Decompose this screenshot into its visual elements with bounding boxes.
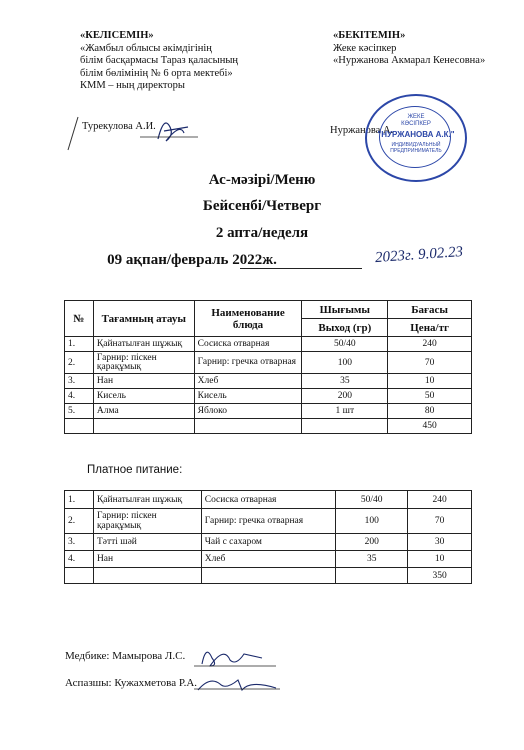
row-number: 1. [65,337,94,352]
handwritten-date: 2023г. 9.02.23 [374,243,464,267]
cook-signature-label: Аспазшы: Кужахметова Р.А. [65,677,198,689]
dish-name-ru: Сосиска отварная [201,491,336,509]
total-row [65,568,472,584]
row-number: 1. [65,491,94,509]
header-name-kz: Тағамның атауы [93,301,194,337]
right-signer-name: Нуржанова А. [330,125,394,136]
paid-meals-label: Платное питание: [87,464,183,476]
dish-price: 70 [408,509,472,534]
dish-output: 200 [336,534,408,551]
dish-name-ru: Чай с сахаром [201,534,336,551]
dish-price: 10 [388,374,472,389]
nurse-signature-label: Медбике: Мамырова Л.С. [65,650,186,662]
header-number: № [65,301,94,337]
seal-text: ЖЕКЕ [407,114,425,120]
menu-table [64,300,472,434]
header-price-kz: Бағасы [388,301,472,319]
table-row [65,374,472,389]
row-number: 4. [65,389,94,404]
dish-name-kz: Нан [93,374,194,389]
dish-price: 50 [388,389,472,404]
seal-text: КӘСІПКЕР [401,121,431,127]
seal-name: "НУРЖАНОВА А.К." [377,130,455,139]
dish-output: 35 [336,551,408,568]
header-output-kz: Шығымы [302,301,388,319]
dish-name-kz: Қайнатылған шұжық [93,491,201,509]
dish-name-ru: Яблоко [194,404,302,419]
week-title: 2 апта/неделя [215,225,309,241]
dish-output: 100 [336,509,408,534]
dish-name-ru: Гарнир: гречка отварная [194,352,302,374]
official-seal [365,94,467,182]
table-header-row [65,301,472,319]
dish-name-kz: Нан [93,551,201,568]
day-title: Бейсенбі/Четверг [202,198,322,214]
dish-name-kz: Гарнир: піскен қарақұмық [93,509,201,534]
paid-menu-table [64,490,472,584]
dish-price: 70 [388,352,472,374]
dish-name-kz: Кисель [93,389,194,404]
dish-price: 10 [408,551,472,568]
dish-output: 1 шт [302,404,388,419]
seal-text: ИНДИВИДУАЛЬНЫЙ [391,142,441,148]
right-approval-line: Жеке кәсіпкер [333,42,397,54]
dish-name-kz: Тәтті шәй [93,534,201,551]
left-approval-line: КММ – ның директоры [80,80,185,91]
header-price-ru: Цена/тг [388,319,472,337]
row-number: 2. [65,509,94,534]
table-row [65,509,472,534]
left-approval-line: білім бөлімінің № 6 орта мектебі» [80,67,233,79]
left-approval-line: білім басқармасы Тараз қаласының [80,55,239,66]
dish-name-ru: Хлеб [194,374,302,389]
dish-name-kz: Қайнатылған шұжық [93,337,194,352]
dish-name-kz: Алма [93,404,194,419]
left-approval-line: «Жамбыл облысы әкімдігінің [80,42,212,54]
table-row [65,337,472,352]
total-price: 350 [408,568,472,584]
dish-output: 50/40 [302,337,388,352]
seal-text: ПРЕДПРИНИМАТЕЛЬ [390,148,442,154]
table-row [65,491,472,509]
row-number: 3. [65,534,94,551]
header-name-ru: Наименование блюда [194,301,302,337]
dish-output: 200 [302,389,388,404]
table-row [65,389,472,404]
dish-name-ru: Хлеб [201,551,336,568]
right-approval-block [333,30,485,68]
left-approval-title: «КЕЛІСЕМІН» [80,30,154,41]
total-row [65,419,472,434]
right-approval-line: «Нуржанова Акмарал Кенесовна» [333,55,486,66]
row-number: 5. [65,404,94,419]
header-output-ru: Выход (гр) [302,319,388,337]
dish-output: 50/40 [336,491,408,509]
table-row [65,352,472,374]
table-row [65,404,472,419]
right-approval-title: «БЕКІТЕМІН» [333,30,406,41]
dish-price: 30 [408,534,472,551]
left-approval-block [80,30,238,93]
dish-name-kz: Гарнир: піскен қарақұмық [93,352,194,374]
left-signature [60,105,200,155]
row-number: 4. [65,551,94,568]
dish-name-ru: Сосиска отварная [194,337,302,352]
dish-price: 80 [388,404,472,419]
dish-price: 240 [388,337,472,352]
table-row [65,534,472,551]
dish-price: 240 [408,491,472,509]
row-number: 3. [65,374,94,389]
table-row [65,551,472,568]
handwritten-signatures [180,636,290,696]
dish-output: 35 [302,374,388,389]
menu-title: Ас-мәзірі/Меню [208,172,316,188]
total-price: 450 [388,419,472,434]
dish-name-ru: Кисель [194,389,302,404]
dish-output: 100 [302,352,388,374]
date-title: 09 ақпан/февраль 2022ж. [107,252,277,268]
date-underline [240,268,362,269]
left-signer-name: Турекулова А.И. [82,121,156,132]
dish-name-ru: Гарнир: гречка отварная [201,509,336,534]
row-number: 2. [65,352,94,374]
